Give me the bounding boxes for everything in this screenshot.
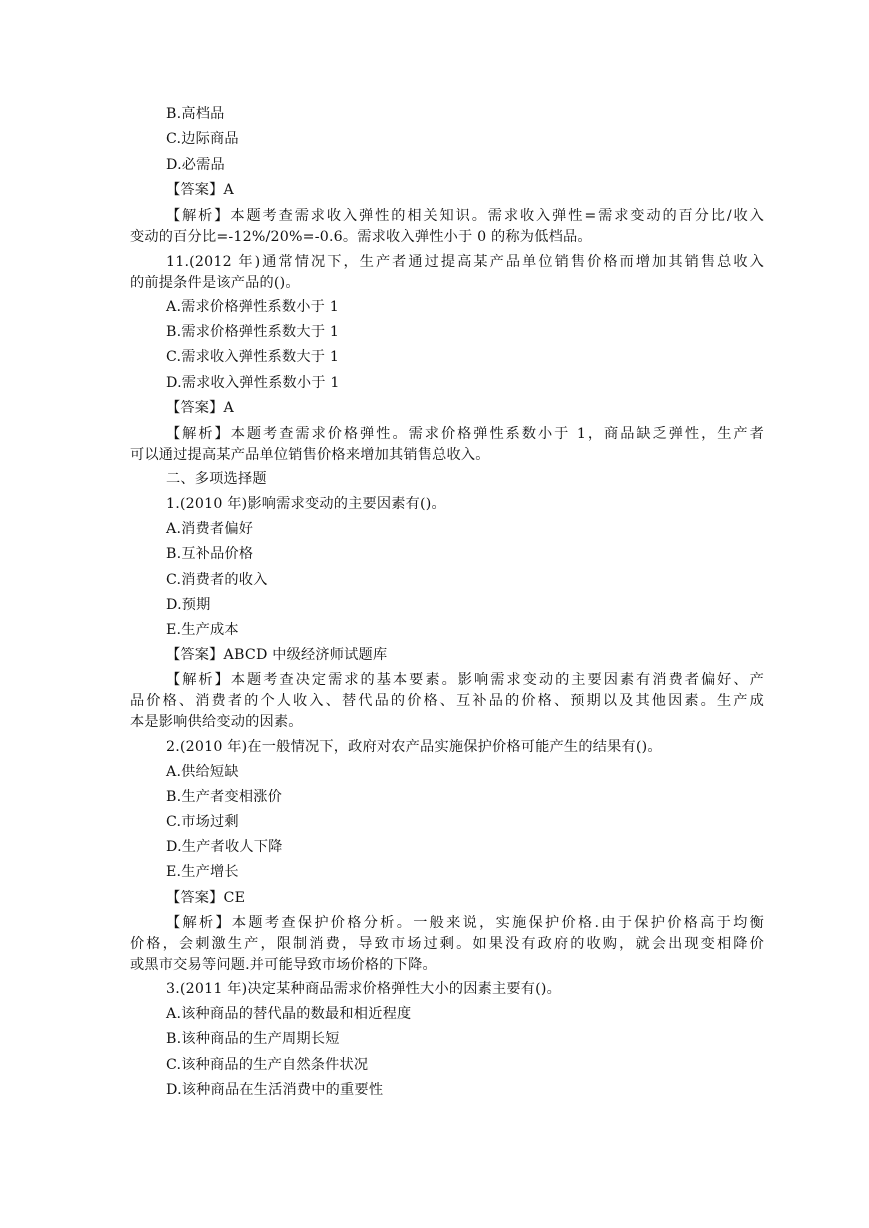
question-11-cont: 的前提条件是该产品的()。 <box>130 275 300 291</box>
q11-option-d: D.需求收入弹性系数小于 1 <box>166 375 340 391</box>
q11-option-a: A.需求价格弹性系数小于 1 <box>166 299 339 315</box>
q2-option-c: C.市场过剩 <box>166 814 239 830</box>
q3-option-c: C.该种商品的生产自然条件状况 <box>166 1057 369 1073</box>
analysis-line: 品价格、消费者的个人收入、替代品的价格、互补品的价格、预期以及其他因素。生产成 <box>130 693 764 709</box>
answer-line: 【答案】CE <box>166 890 246 906</box>
q1-option-d: D.预期 <box>166 597 211 613</box>
section-heading: 二、多项选择题 <box>166 471 267 487</box>
q11-option-c: C.需求收入弹性系数大于 1 <box>166 349 340 365</box>
option-c-marginal: C.边际商品 <box>166 131 239 147</box>
analysis-line: 【解析】本题考查需求价格弹性。需求价格弹性系数小于 1，商品缺乏弹性，生产者 <box>166 426 764 442</box>
q11-option-b: B.需求价格弹性系数大于 1 <box>166 324 340 340</box>
analysis-line: 可以通过提高某产品单位销售价格来增加其销售总收入。 <box>130 447 490 463</box>
question-11: 11.(2012 年)通常情况下，生产者通过提高某产品单位销售价格而增加其销售总收入 <box>166 254 764 270</box>
q1-option-e: E.生产成本 <box>166 622 239 638</box>
option-d-necessity: D.必需品 <box>166 157 225 173</box>
analysis-line: 本是影响供给变动的因素。 <box>130 714 303 730</box>
q1-option-c: C.消费者的收入 <box>166 572 268 588</box>
q1-option-b: B.互补品价格 <box>166 546 254 562</box>
answer-line: 【答案】ABCD 中级经济师试题库 <box>166 647 388 663</box>
analysis-line: 【解析】本题考查保护价格分析。一般来说，实施保护价格.由于保护价格高于均衡 <box>166 915 764 931</box>
analysis-line: 【解析】本题考查决定需求的基本要素。影响需求变动的主要因素有消费者偏好、产 <box>166 672 764 688</box>
option-b-high-grade: B.高档品 <box>166 106 225 122</box>
question-2: 2.(2010 年)在一般情况下，政府对农产品实施保护价格可能产生的结果有()。 <box>166 739 662 755</box>
question-1: 1.(2010 年)影响需求变动的主要因素有()。 <box>166 496 446 512</box>
analysis-line: 价格，会刺激生产，限制消费，导致市场过剩。如果没有政府的收购，就会出现变相降价 <box>130 936 764 952</box>
q2-option-e: E.生产增长 <box>166 864 239 880</box>
q1-option-a: A.消费者偏好 <box>166 521 254 537</box>
answer-line: 【答案】A <box>166 400 234 416</box>
analysis-line: 【解析】本题考查需求收入弹性的相关知识。需求收入弹性=需求变动的百分比/收入 <box>166 208 764 224</box>
q3-option-d: D.该种商品在生活消费中的重要性 <box>166 1082 384 1098</box>
q2-option-b: B.生产者变相涨价 <box>166 789 283 805</box>
question-3: 3.(2011 年)决定某种商品需求价格弹性大小的因素主要有()。 <box>166 981 562 997</box>
q3-option-b: B.该种商品的生产周期长短 <box>166 1031 340 1047</box>
q2-option-a: A.供给短缺 <box>166 764 239 780</box>
analysis-line: 或黑市交易等问题.并可能导致市场价格的下降。 <box>130 957 437 973</box>
answer-line: 【答案】A <box>166 182 234 198</box>
q2-option-d: D.生产者收人下降 <box>166 839 283 855</box>
q3-option-a: A.该种商品的替代晶的数最和相近程度 <box>166 1006 412 1022</box>
analysis-line: 变动的百分比=-12%/20%=-0.6。需求收入弹性小于 0 的称为低档品。 <box>130 229 592 245</box>
